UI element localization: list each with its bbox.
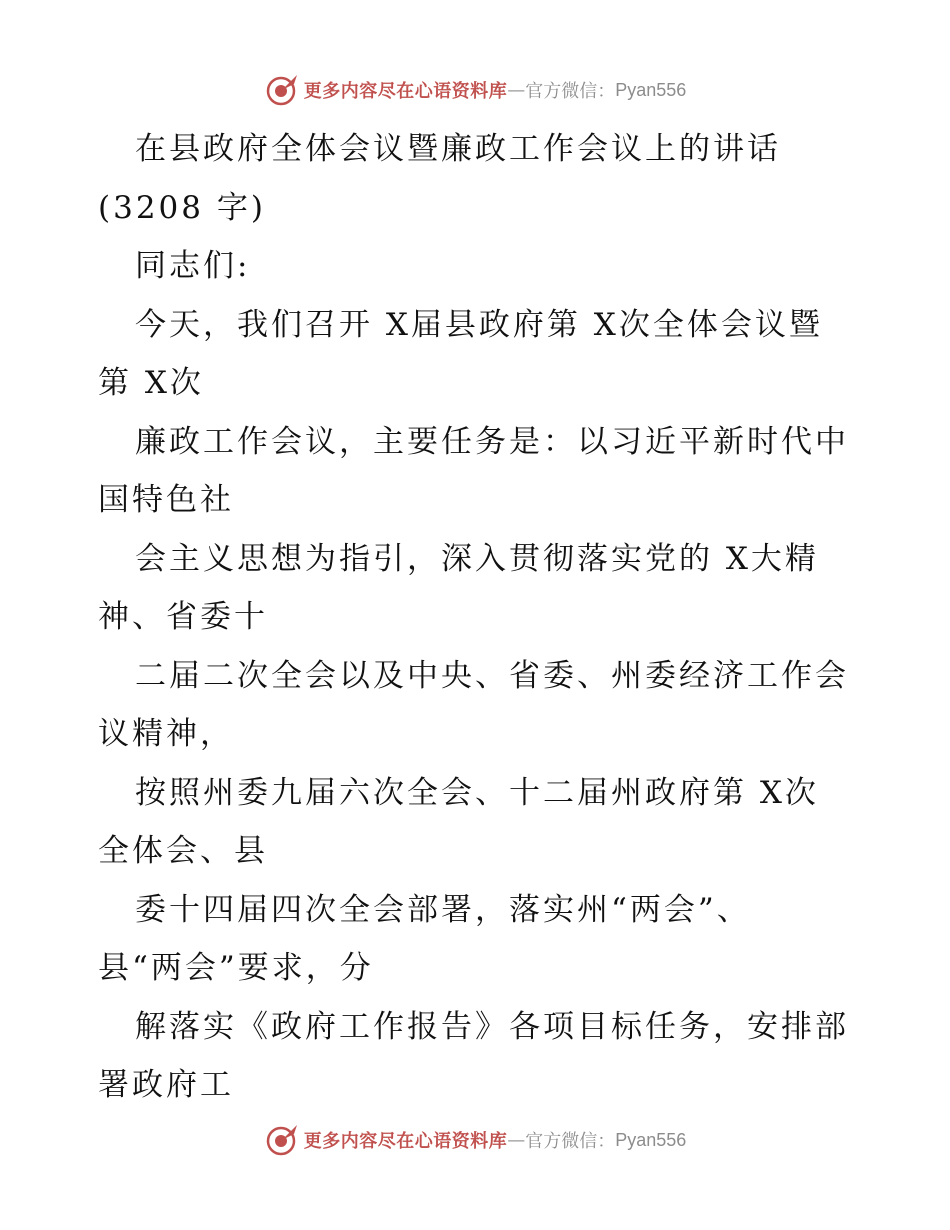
- paragraph-line: 委十四届四次全会部署，落实州“两会”、: [135, 891, 751, 928]
- watermark-contact-label: 官方微信：: [525, 81, 616, 102]
- quill-logo-icon: [264, 1122, 300, 1158]
- paragraph-line: 第 X次: [98, 365, 204, 401]
- document-title: 在县政府全体会议暨廉政工作会议上的讲话: [135, 131, 781, 167]
- watermark-main-text: 更多内容尽在心语资料库: [303, 81, 508, 102]
- word-count: (3208 字): [98, 189, 266, 226]
- paragraph-line: 二届二次全会以及中央、省委、州委经济工作会: [135, 657, 849, 694]
- watermark-contact-id: Pyan556: [615, 79, 687, 100]
- paragraph-line: 会主义思想为指引，深入贯彻落实党的 X大精: [135, 540, 819, 577]
- paragraph-line: 国特色社: [98, 482, 234, 518]
- paragraph-line: 署政府工: [98, 1067, 234, 1103]
- salutation: 同志们:: [135, 248, 251, 284]
- paragraph-line: 按照州委九届六次全会、十二届州政府第 X次: [135, 774, 819, 811]
- paragraph-line: 县“两会”要求，分: [98, 950, 374, 986]
- watermark-main-text: 更多内容尽在心语资料库: [303, 1131, 508, 1152]
- watermark-header: [0, 70, 950, 110]
- paragraph-line: 全体会、县: [98, 833, 268, 869]
- paragraph-line: 解落实《政府工作报告》各项目标任务，安排部: [135, 1008, 849, 1045]
- watermark-contact-label: 官方微信：: [525, 1131, 616, 1152]
- watermark-separator: —: [507, 1129, 526, 1151]
- watermark-footer: [0, 1120, 950, 1160]
- quill-logo-icon: [264, 72, 300, 108]
- paragraph-line: 神、省委十: [98, 599, 268, 635]
- watermark-contact-id: Pyan556: [615, 1129, 687, 1150]
- paragraph-line: 议精神，: [98, 716, 234, 752]
- paragraph-line: 今天，我们召开 X届县政府第 X次全体会议暨: [135, 306, 823, 343]
- document-body: [98, 120, 858, 1115]
- paragraph-line: 廉政工作会议，主要任务是：以习近平新时代中: [135, 423, 849, 460]
- watermark-separator: —: [507, 79, 526, 101]
